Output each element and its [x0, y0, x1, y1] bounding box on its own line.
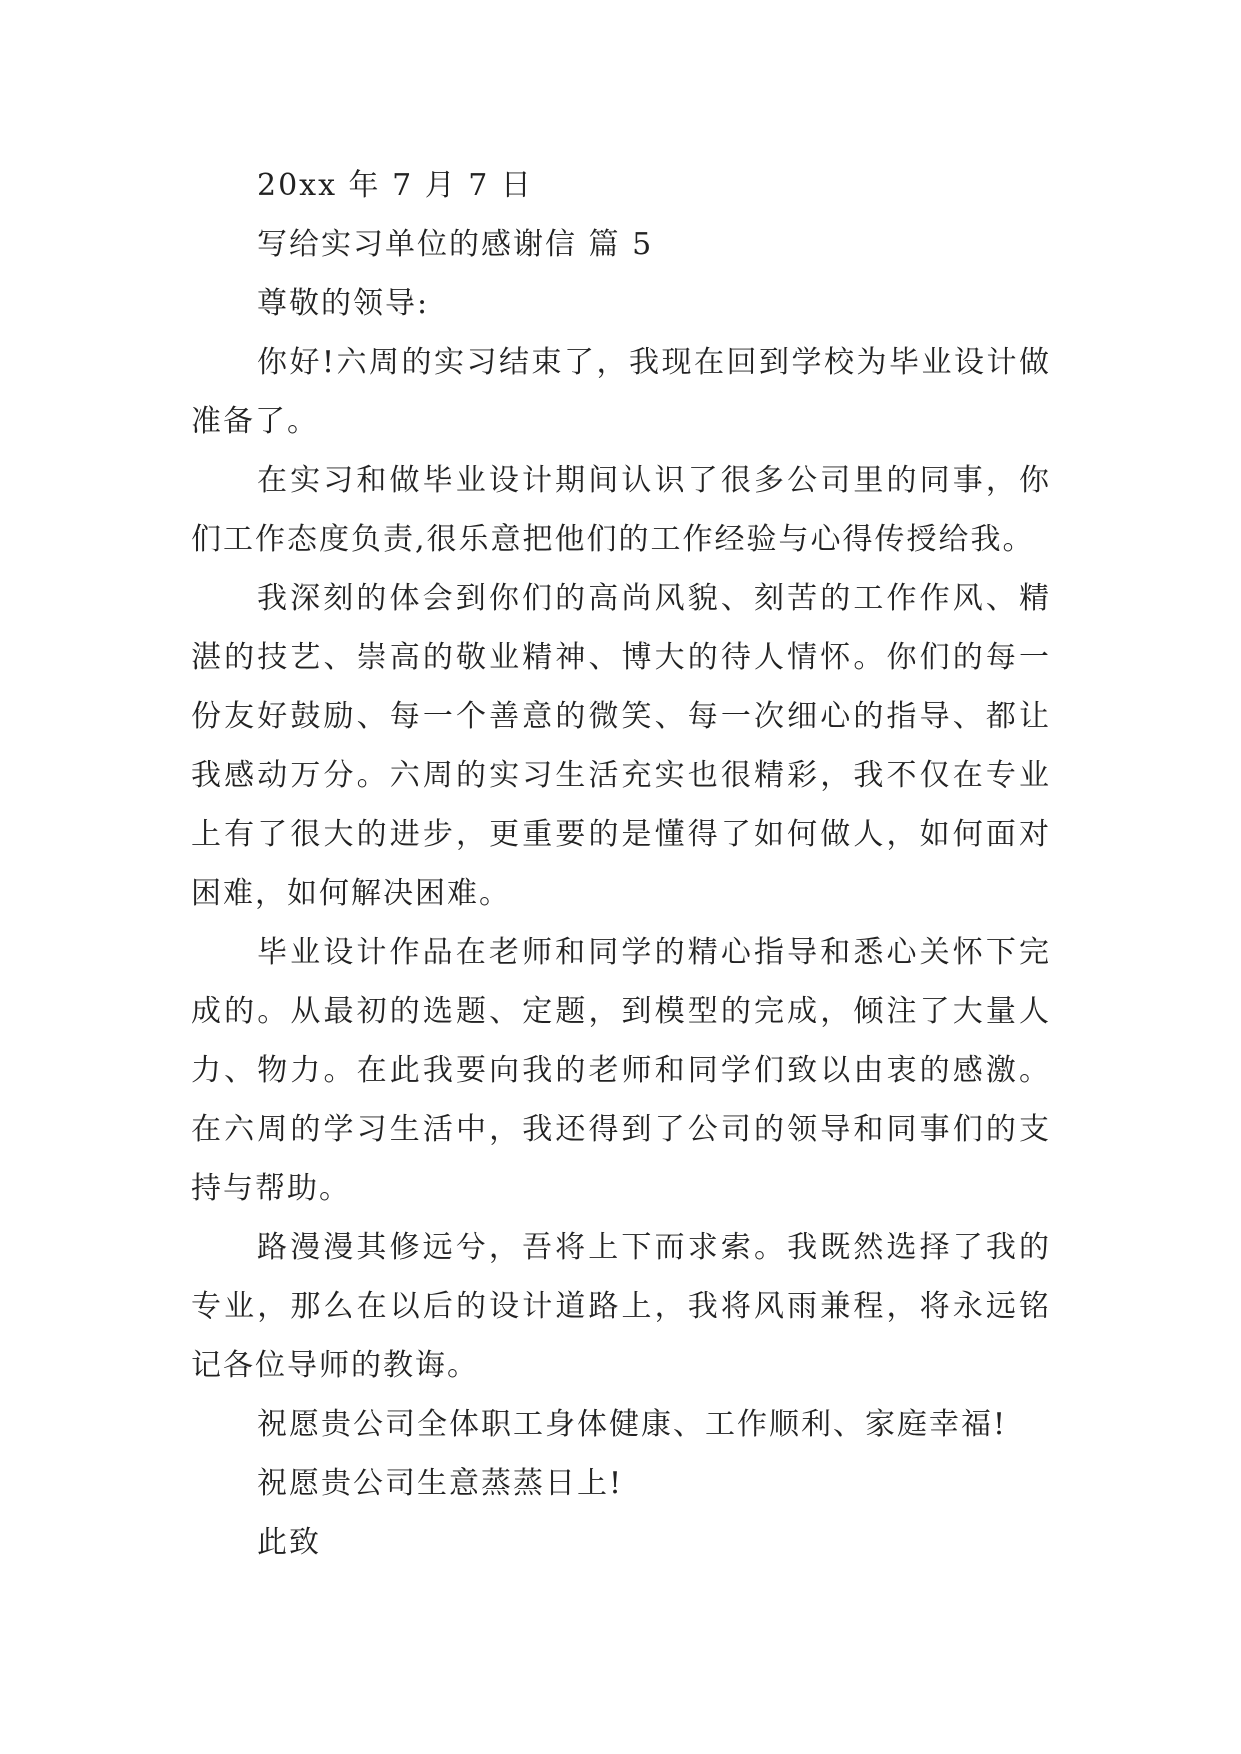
wish-line-2: 祝愿贵公司生意蒸蒸日上! — [257, 1466, 624, 1501]
letter-body — [191, 156, 1051, 1572]
paragraph-future: 路漫漫其修远兮，吾将上下而求索。我既然选择了我的专业，那么在以后的设计道路上，我将风雨兼程，将永远铭记各位导师的教诲。 — [191, 1230, 1051, 1383]
date-line: 20xx 年 7 月 7 日 — [257, 168, 533, 203]
letter-title: 写给实习单位的感谢信 篇 5 — [257, 227, 654, 262]
salutation: 尊敬的领导: — [257, 286, 430, 321]
paragraph-graduation-design: 毕业设计作品在老师和同学的精心指导和悉心关怀下完成的。从最初的选题、定题，到模型的完成，倾注了大量人力、物力。在此我要向我的老师和同学们致以由衷的感激。在六周的学习生活中，我还得到了公司的领导和同事们的支持与帮助。 — [191, 935, 1051, 1206]
paragraph-greeting: 你好!六周的实习结束了，我现在回到学校为毕业设计做准备了。 — [191, 345, 1051, 439]
paragraph-colleagues: 在实习和做毕业设计期间认识了很多公司里的同事，你们工作态度负责,很乐意把他们的工作经验与心得传授给我。 — [191, 463, 1051, 557]
wish-line-1: 祝愿贵公司全体职工身体健康、工作顺利、家庭幸福! — [257, 1407, 1008, 1442]
paragraph-gratitude: 我深刻的体会到你们的高尚风貌、刻苦的工作作风、精湛的技艺、崇高的敬业精神、博大的待人情怀。你们的每一份友好鼓励、每一个善意的微笑、每一次细心的指导、都让我感动万分。六周的实习生活充实也很精彩，我不仅在专业上有了很大的进步，更重要的是懂得了如何做人，如何面对困难，如何解决困难。 — [191, 581, 1051, 911]
closing-line: 此致 — [257, 1525, 321, 1560]
